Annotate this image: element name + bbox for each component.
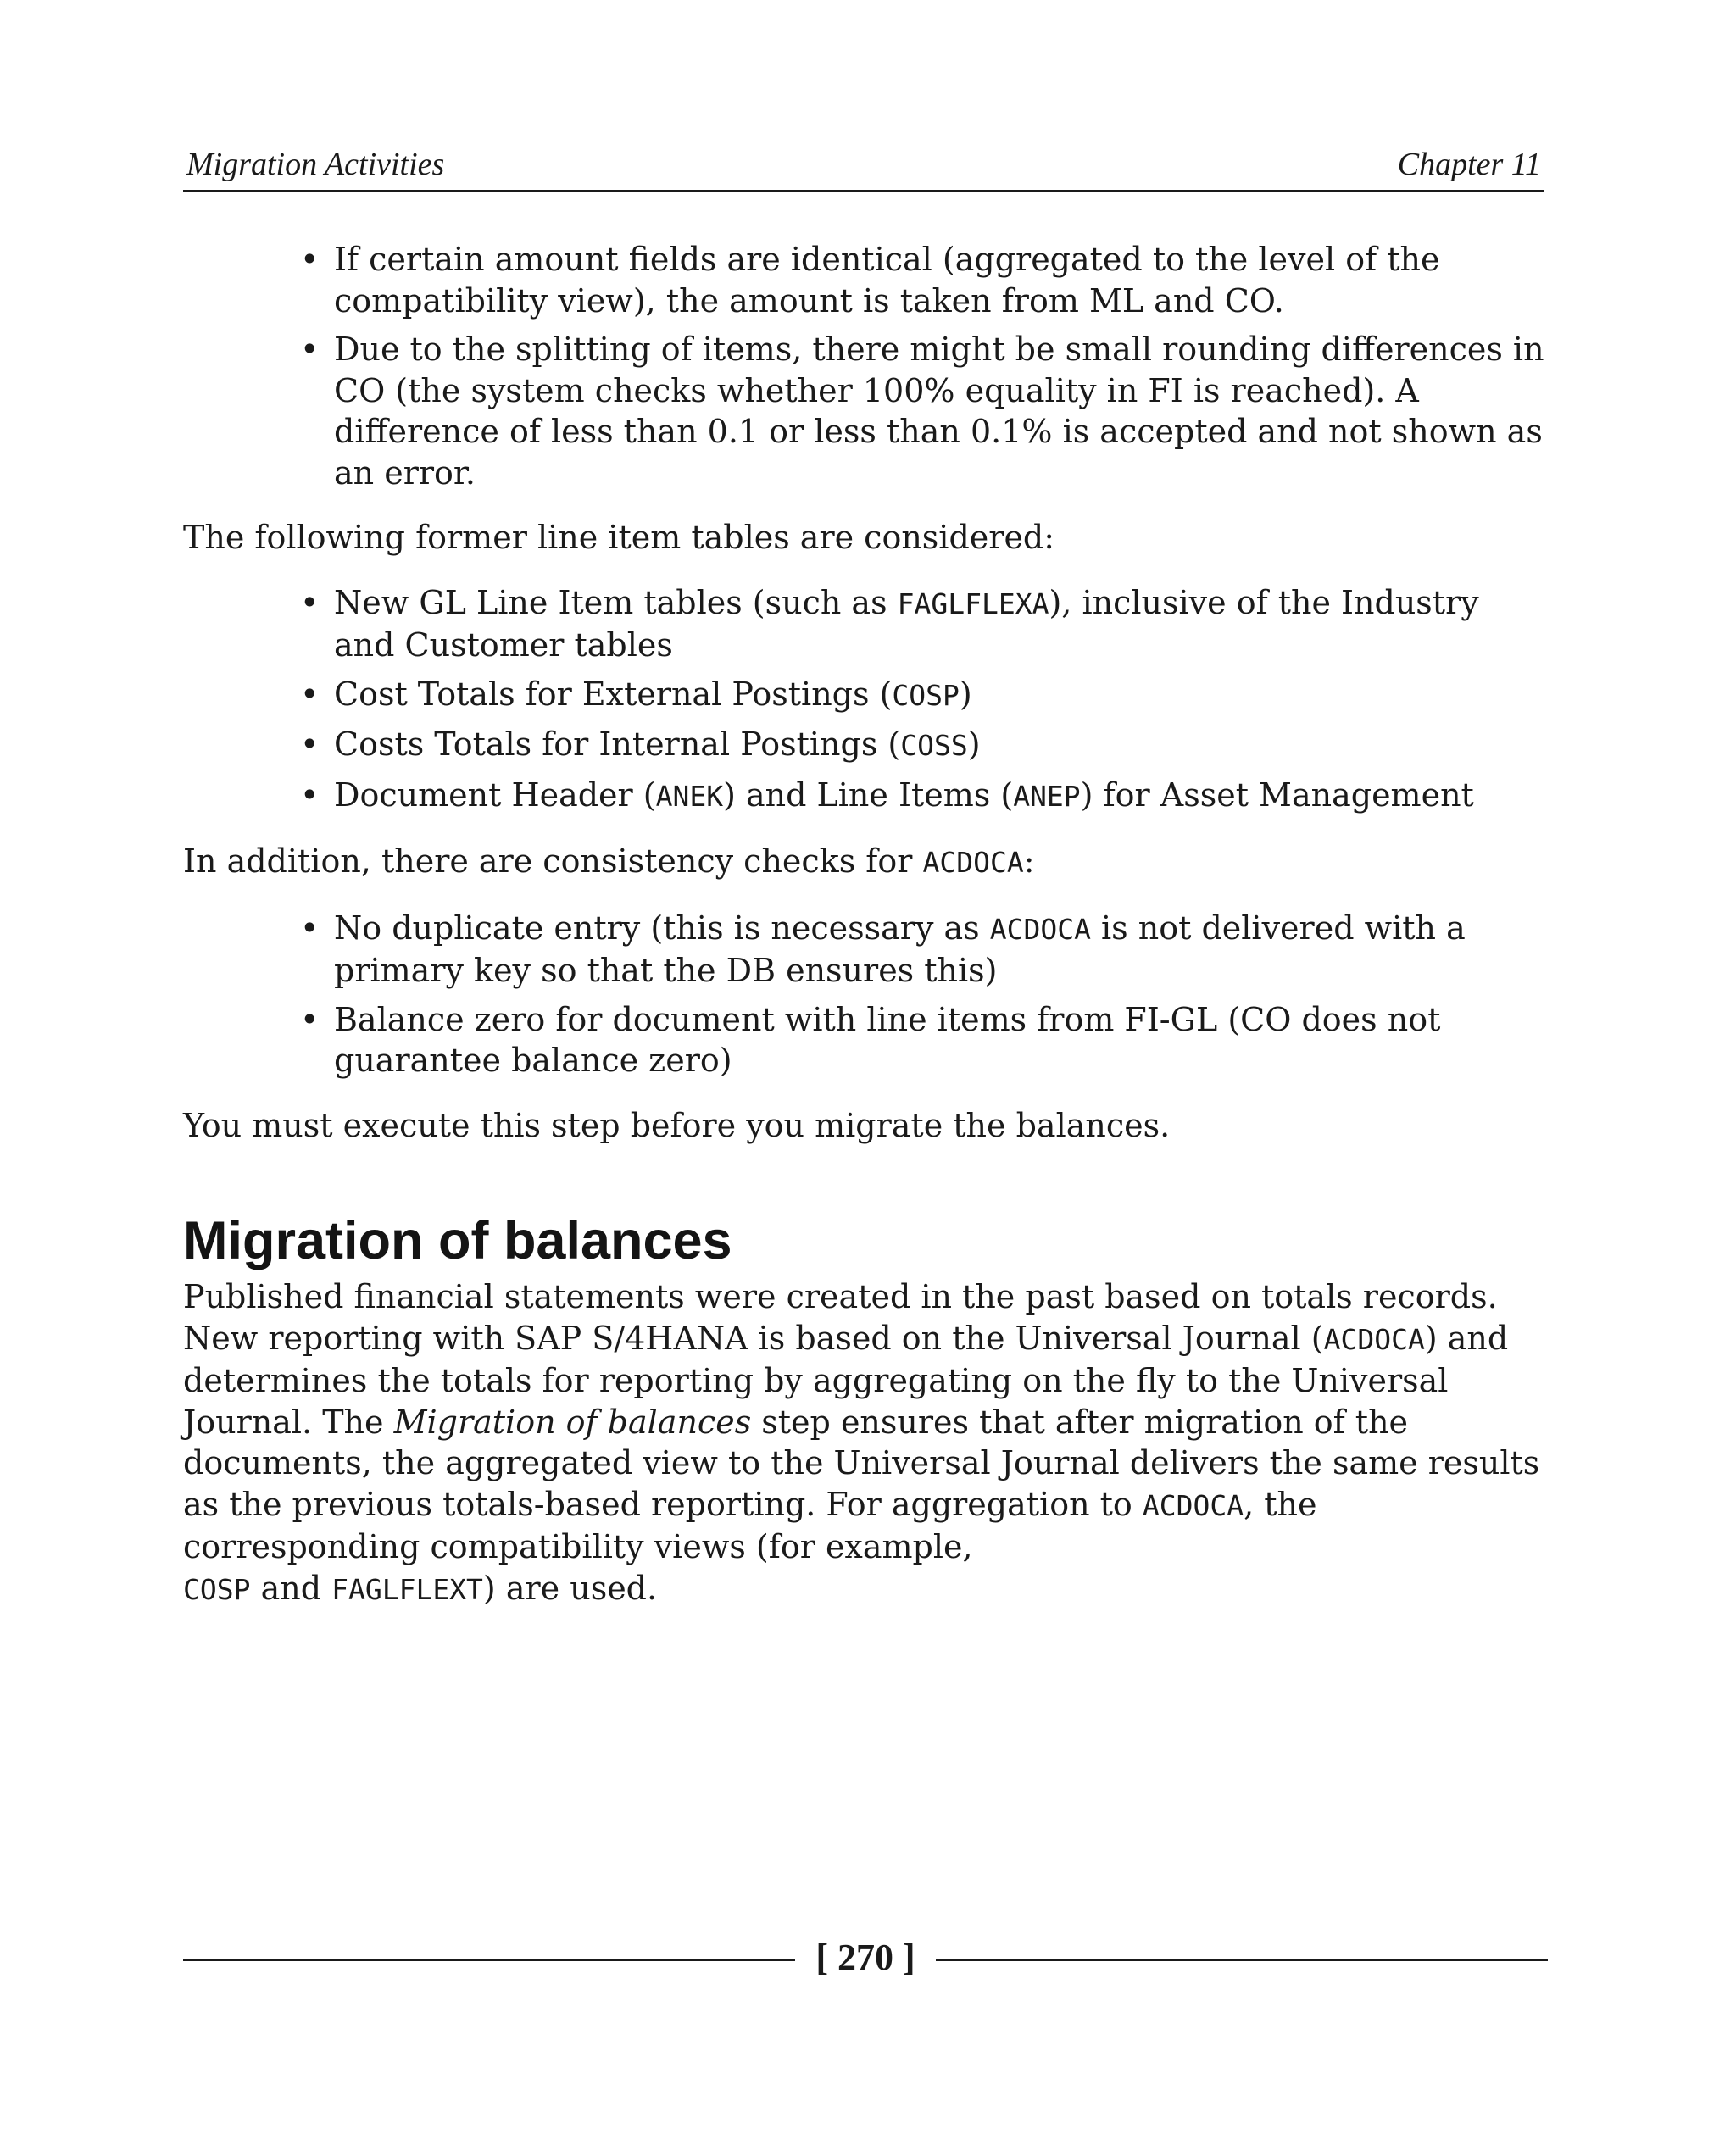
header-chapter-label: Chapter 11	[1397, 147, 1541, 182]
section-body-paragraph	[183, 1276, 1548, 1610]
paragraph-text: Published financial statements were created in the past based on totals records. New reporting with SAP S/4HANA is based on the Universal Journal (	[183, 1278, 1498, 1357]
paragraph-text: ) are used.	[482, 1569, 658, 1607]
paragraph-text: and	[250, 1569, 332, 1607]
section-heading: Migration of balances	[183, 1211, 732, 1270]
list-item: • No duplicate entry (this is necessary as ACDOCA is not delivered with a primary key so that the DB ensures this)	[300, 909, 1466, 989]
tables-intro-paragraph: The following former line item tables are considered:	[183, 519, 1055, 556]
paragraph-text: In addition, there are consistency checks for	[183, 842, 923, 880]
list-item: • Cost Totals for External Postings (COSP)	[300, 675, 972, 713]
paragraph-text: ) and determines the totals for reporting by aggregating on the fly to the Universal Journal. The	[183, 1319, 1509, 1441]
code-term: COSS	[900, 729, 968, 762]
execution-note-paragraph: You must execute this step before you migrate the balances.	[183, 1106, 1171, 1144]
list-item-text: Balance zero for document with line items from FI-GL (CO does not guarantee balance zero)	[334, 1000, 1441, 1079]
page-number: [ 270 ]	[815, 1937, 915, 1978]
code-term: ACDOCA	[922, 846, 1024, 879]
code-term: COSP	[892, 678, 960, 712]
list-item-text: )	[967, 725, 981, 763]
list-item-text: is not delivered with a primary key so that the DB ensures this)	[334, 909, 1466, 989]
list-item-text: ) for Asset Management	[1080, 775, 1474, 814]
list-item: • New GL Line Item tables (such as FAGLFLEXA), inclusive of the Industry and Customer tables	[300, 583, 1479, 664]
list-item-text: If certain amount fields are identical (aggregated to the level of the compatibility view), the amount is taken from ML and CO.	[334, 241, 1440, 320]
consistency-checks-list	[183, 908, 1548, 1081]
list-item: • Costs Totals for Internal Postings (COSS)	[300, 725, 981, 763]
consistency-intro-paragraph	[183, 841, 1548, 884]
list-item: • Document Header (ANEK) and Line Items (ANEP) for Asset Management	[300, 775, 1474, 814]
list-item-text: New GL Line Item tables (such as	[334, 583, 898, 621]
paragraph-text: step ensures that after migration of the documents, the aggregated view to the Universal Journal delivers the same results as the previous totals-based reporting. For aggregation to	[183, 1403, 1540, 1523]
list-item-text: Cost Totals for External Postings (	[334, 675, 893, 713]
list-item-text: ), inclusive of the Industry and Customer tables	[334, 583, 1479, 664]
running-header	[183, 146, 1544, 192]
footer-rule-right	[936, 1959, 1548, 1961]
code-term: ANEK	[655, 779, 724, 813]
list-item-text: ) and Line Items (	[723, 775, 1014, 814]
code-term: ACDOCA	[1323, 1322, 1425, 1356]
list-item-text: )	[959, 675, 972, 713]
list-item-text: Due to the splitting of items, there might be small rounding differences in CO (the system checks whether 100% equality in FI is reached). A difference of less than 0.1 or less than 0.1% is accepted and not shown as an error.	[334, 331, 1544, 492]
list-item: • Balance zero for document with line items from FI-GL (CO does not guarantee balance zero)	[300, 1000, 1441, 1079]
code-term: FAGLFLEXA	[897, 586, 1049, 620]
emphasized-term: Migration of balances	[393, 1403, 752, 1441]
code-term: ACDOCA	[989, 912, 1091, 946]
code-term: ACDOCA	[1142, 1488, 1244, 1522]
list-item-text: Costs Totals for Internal Postings (	[334, 725, 901, 763]
code-term: ANEP	[1013, 779, 1081, 813]
list-item-text: No duplicate entry (this is necessary as	[334, 909, 990, 947]
code-term: FAGLFLEXT	[331, 1572, 483, 1606]
code-term: COSP	[183, 1572, 251, 1606]
line-item-tables-list	[183, 582, 1548, 818]
list-item: • Due to the splitting of items, there might be small rounding differences in CO (the system checks whether 100% equality in FI is reached). A difference of less than 0.1 or less than 0.1% is accepted and not shown as an error.	[300, 331, 1544, 492]
paragraph-text: , the corresponding compatibility views (for example,	[183, 1485, 1317, 1565]
comparison-rules-list	[183, 239, 1548, 493]
paragraph-text: :	[1023, 842, 1035, 880]
page-body	[183, 239, 1548, 1610]
list-item-text: Document Header (	[334, 775, 656, 814]
page-footer	[183, 1934, 1548, 1985]
header-section-title: Migration Activities	[186, 147, 445, 182]
list-item: • If certain amount fields are identical (aggregated to the level of the compatibility view), the amount is taken from ML and CO.	[300, 241, 1440, 320]
